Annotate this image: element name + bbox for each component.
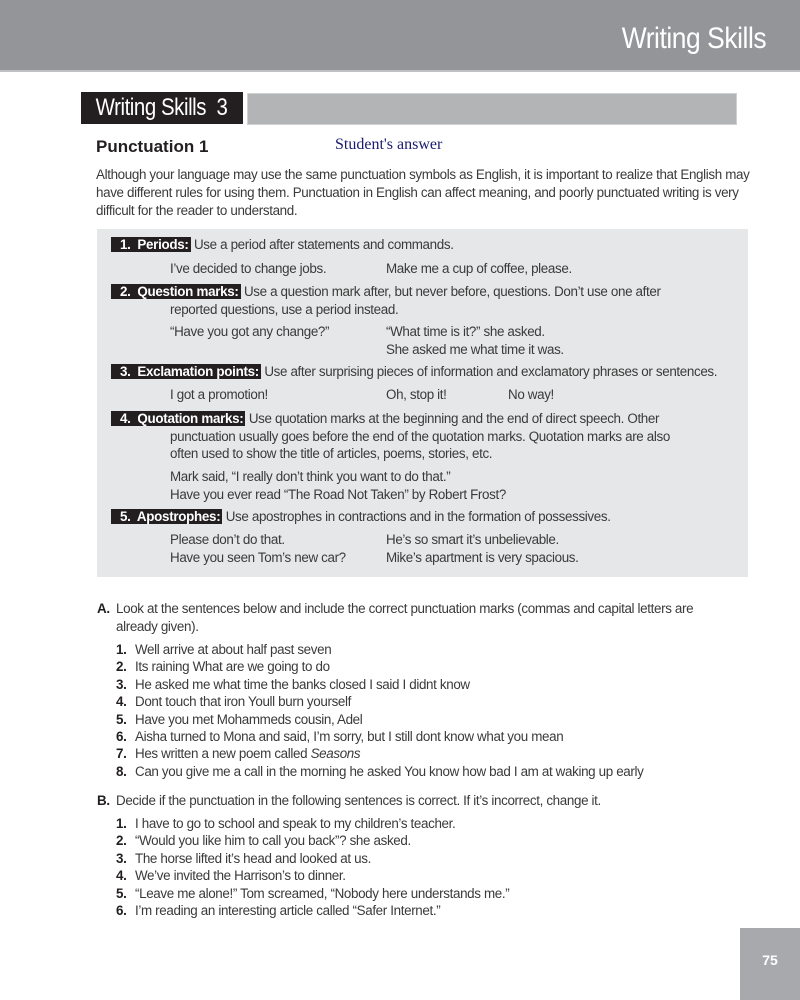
item-number: 2. — [116, 659, 127, 675]
list-item — [116, 658, 736, 675]
section-bar — [247, 93, 737, 125]
student-answer-annotation: Student's answer — [335, 136, 443, 153]
exercise-a-list — [116, 641, 736, 780]
example: “What time is it?” she asked. — [386, 324, 545, 339]
item-number: 3. — [116, 850, 127, 866]
list-item — [116, 885, 736, 902]
exercise-letter: A. — [97, 601, 110, 616]
item-text: “Leave me alone!” Tom screamed, “Nobody here understands me.” — [135, 885, 510, 901]
item-text: Dont touch that iron Youll burn yourself — [135, 694, 352, 710]
example: Mark said, “I really don’t think you want to do that.” — [170, 469, 451, 484]
item-number: 7. — [116, 746, 127, 762]
rule-label: 5. Apostrophes: — [111, 509, 222, 524]
example: Have you ever read “The Road Not Taken” by Robert Frost? — [170, 487, 506, 502]
example: I’ve decided to change jobs. — [170, 261, 327, 276]
exercise-b-prompt — [97, 792, 737, 810]
list-item — [116, 867, 736, 884]
item-number: 5. — [116, 711, 127, 727]
item-number: 4. — [116, 868, 127, 884]
item-text: Well arrive at about half past seven — [135, 642, 332, 657]
list-item — [116, 850, 736, 867]
item-text: “Would you like him to call you back”? she asked. — [135, 833, 411, 849]
example: No way! — [508, 387, 554, 402]
rule-label: 2. Question marks: — [111, 284, 241, 299]
item-number: 3. — [116, 676, 127, 692]
rule-text-continued: punctuation usually goes before the end of the quotation marks. Quotation marks are also often used to show the title of articles, poems, stories, etc. — [170, 428, 670, 461]
example: Make me a cup of coffee, please. — [386, 261, 572, 276]
item-number: 1. — [116, 816, 127, 831]
item-text: I’m reading an interesting article called “Safer Internet.” — [135, 903, 441, 919]
item-text: He asked me what time the banks closed I said I didnt know — [135, 676, 470, 692]
rule-label: 3. Exclamation points: — [111, 364, 261, 379]
example: I got a promotion! — [170, 387, 268, 402]
chapter-title: Writing Skills — [621, 22, 766, 55]
example: “Have you got any change?” — [170, 324, 330, 339]
exercise-letter: B. — [97, 793, 110, 808]
rule-text: Use a period after statements and commands. — [193, 237, 454, 252]
rule-label: 4. Quotation marks: — [111, 411, 245, 426]
example: Oh, stop it! — [386, 387, 447, 402]
punctuation-rules-box — [97, 229, 748, 577]
exercise-instructions: Look at the sentences below and include the correct punctuation marks (commas and capital letters are already given). — [116, 601, 694, 634]
chapter-header — [0, 0, 800, 72]
example: Please don’t do that. — [170, 532, 285, 547]
exercise-a-prompt — [97, 600, 737, 635]
rule-exclamation-points — [111, 363, 741, 381]
item-text: Hes written a new poem called — [135, 746, 311, 762]
list-item — [116, 728, 736, 745]
item-number: 5. — [116, 885, 127, 901]
item-text: Have you met Mohammeds cousin, Adel — [135, 711, 363, 727]
list-item — [116, 902, 736, 919]
list-item — [116, 832, 736, 849]
list-item — [116, 641, 736, 658]
exercise-instructions: Decide if the punctuation in the following sentences is correct. If it’s incorrect, change it. — [116, 793, 601, 808]
item-text: Can you give me a call in the morning he asked You know how bad I am at waking up early — [135, 763, 644, 779]
rule-text: Use apostrophes in contractions and in the formation of possessives. — [225, 509, 611, 524]
example: He’s so smart it’s unbelievable. — [386, 532, 559, 547]
rule-text: Use quotation marks at the beginning and the end of direct speech. Other — [248, 411, 660, 426]
rule-question-marks — [111, 283, 741, 318]
list-item — [116, 711, 736, 728]
example: Mike’s apartment is very spacious. — [386, 550, 579, 565]
exercise-b-list — [116, 815, 736, 919]
rule-text-continued: reported questions, use a period instead. — [170, 301, 399, 317]
item-text: The horse lifted it’s head and looked at us. — [135, 850, 371, 866]
rule-label: 1. Periods: — [111, 237, 191, 252]
section-tag — [81, 92, 243, 124]
item-number: 4. — [116, 694, 127, 710]
page-number: 75 — [740, 928, 800, 1000]
item-text: I have to go to school and speak to my children’s teacher. — [135, 816, 456, 831]
item-text: We’ve invited the Harrison’s to dinner. — [135, 868, 346, 884]
item-text-italic: Seasons — [310, 746, 361, 762]
rule-periods — [111, 236, 741, 254]
list-item — [116, 763, 736, 780]
section-heading: Punctuation 1 — [96, 137, 209, 156]
item-text: Its raining What are we going to do — [135, 659, 330, 675]
intro-paragraph: Although your language may use the same punctuation symbols as English, it is important to realize that English may have different rules for using them. Punctuation in English can affect meaning, and poorly punctuated writing is very difficult for the reader to understand. — [96, 167, 750, 218]
rule-apostrophes — [111, 508, 741, 526]
section-tag-label: Writing Skills 3 — [96, 94, 228, 121]
example: She asked me what time it was. — [386, 342, 564, 357]
item-number: 6. — [116, 903, 127, 919]
item-number: 8. — [116, 763, 127, 779]
list-item — [116, 693, 736, 710]
list-item — [116, 676, 736, 693]
item-number: 2. — [116, 833, 127, 849]
item-number: 6. — [116, 729, 127, 745]
rule-text: Use a question mark after, but never before, questions. Don’t use one after — [243, 284, 661, 299]
list-item — [116, 815, 736, 832]
example: Have you seen Tom’s new car? — [170, 550, 346, 565]
item-text: Aisha turned to Mona and said, I’m sorry, but I still dont know what you mean — [135, 729, 564, 745]
list-item — [116, 745, 736, 762]
rule-text: Use after surprising pieces of information and exclamatory phrases or sentences. — [264, 364, 718, 379]
item-number: 1. — [116, 642, 127, 657]
rule-quotation-marks — [111, 410, 741, 463]
